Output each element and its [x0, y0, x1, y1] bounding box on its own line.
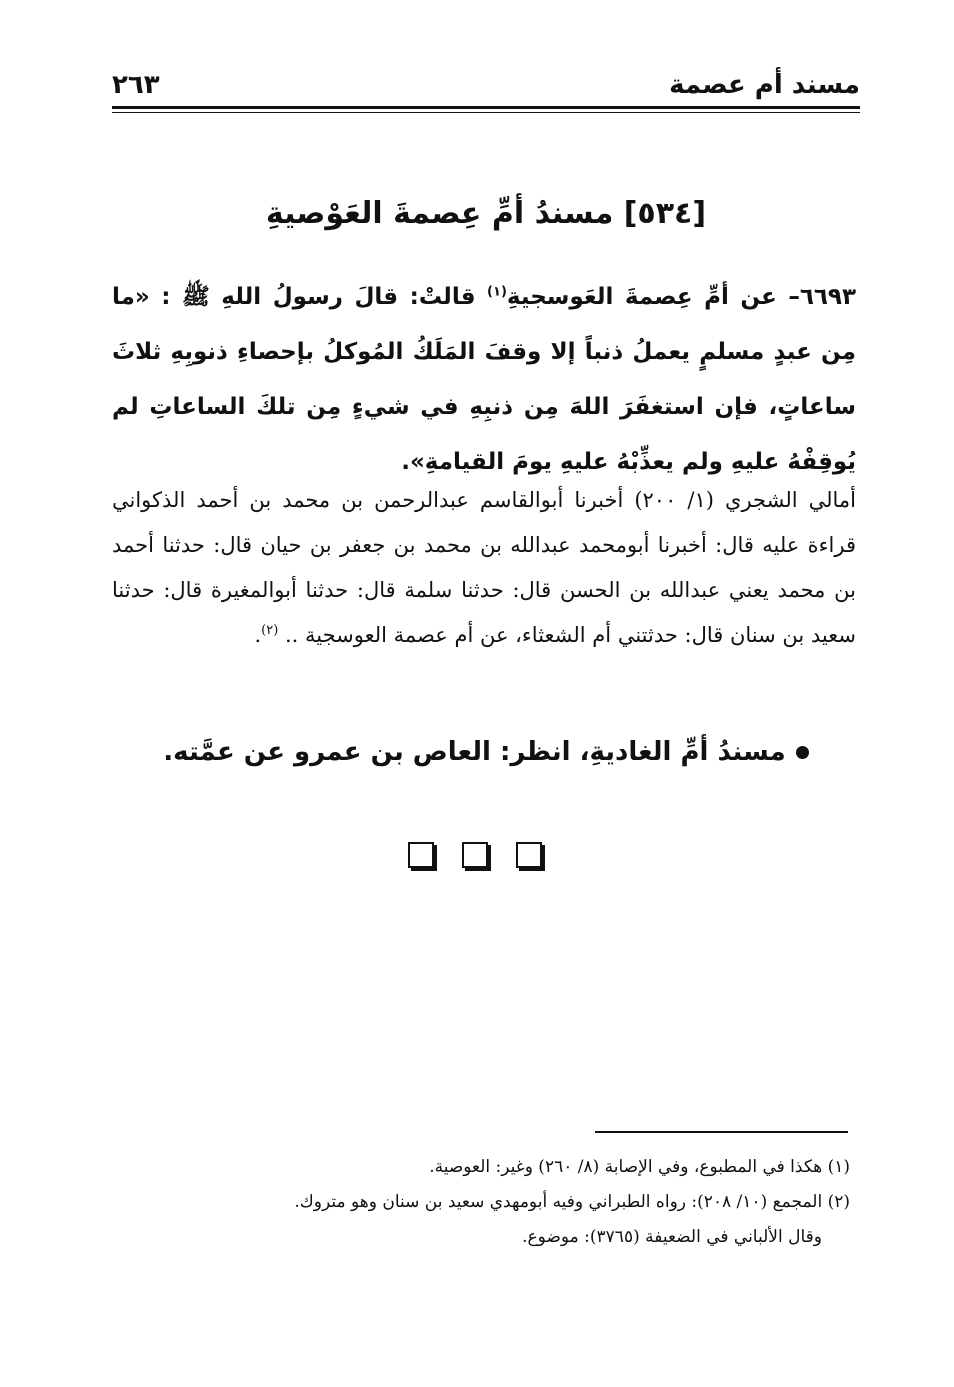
- footnote-ref-1: (١): [487, 284, 507, 300]
- square-icon: [408, 842, 434, 868]
- hadith-text-rest: قالتْ: قالَ رسولُ اللهِ ﷺ : «ما مِن عبدٍ مسلمٍ يعملُ ذنباً إلا وقفَ المَلَكُ المُوكلُ بإحصاءِ ذنوبِهِ ثلاثَ ساعاتٍ، فإن استغفَرَ اللهَ مِن ذنبِهِ في شيءٍ مِن تلكَ الساعاتِ لم يُوقِفْهُ عليهِ ولم يعذِّبْهُ عليهِ يومَ القيامةِ».: [112, 284, 856, 475]
- hadith-paragraph: [112, 270, 856, 490]
- header-title: مسند أم عصمة: [669, 70, 860, 100]
- isnad-text: أمالي الشجري (١/ ٢٠٠) أخبرنا أبوالقاسم عبدالرحمن بن محمد بن أحمد الذكواني قراءة عليه قال: أخبرنا أبومحمد عبدالله بن محمد بن جعفر بن حيان قال: حدثنا أحمد بن محمد يعني عبدالله بن الحسن قال: حدثنا سلمة قال: حدثنا أبوالمغيرة قال: حدثنا سعيد بن سنان قال: حدثتني أم الشعثاء، عن أم عصمة العوسجية ..: [112, 488, 856, 647]
- cross-reference: [112, 730, 860, 774]
- footnotes: [150, 1150, 850, 1255]
- square-icon: [462, 842, 488, 868]
- footnote-2-continuation: وقال الألباني في الضعيفة (٣٧٦٥): موضوع.: [522, 1227, 822, 1247]
- square-icon: [516, 842, 542, 868]
- section-end-ornament: [408, 842, 548, 872]
- page-number: ٢٦٣: [112, 70, 160, 100]
- header-rule-thin: [112, 112, 860, 113]
- isnad-paragraph: أمالي الشجري (١/ ٢٠٠) أخبرنا أبوالقاسم عبدالرحمن بن محمد بن أحمد الذكواني قراءة عليه قال: أخبرنا أبومحمد عبدالله بن محمد بن جعفر بن حيان قال: حدثنا أحمد بن محمد يعني عبدالله بن الحسن قال: حدثنا سلمة قال: حدثنا أبوالمغيرة قال: حدثنا سعيد بن سنان قال: حدثتني أم الشعثاء، عن أم عصمة العوسجية .. $^{(٢)}$.: [112, 488, 856, 647]
- hadith-number: ٦٦٩٣: [799, 284, 857, 310]
- footnote-2: (٢) المجمع (١٠/ ٢٠٨): رواه الطبراني وفيه أبومهدي سعيد بن سنان وهو متروك.: [294, 1192, 850, 1212]
- section-title: [٥٣٤] مسندُ أمِّ عِصمةَ العَوْصيةِ: [265, 196, 707, 231]
- bullet-icon: [796, 746, 809, 759]
- footnote-1: (١) هكذا في المطبوع، وفي الإصابة (٨/ ٢٦٠) وغير: العوصية.: [429, 1157, 850, 1177]
- header-rule-thick: [112, 106, 860, 109]
- running-header: [112, 64, 860, 104]
- cross-reference-text: مسندُ أمِّ الغاديةِ، انظر: العاص بن عمرو عن عمَّته.: [163, 737, 786, 767]
- footnote-separator: [595, 1131, 848, 1133]
- hadith-text-start: – عن أمِّ عِصمةَ العَوسجيةِ: [506, 284, 800, 310]
- footnote-ref-2: (٢): [261, 623, 279, 638]
